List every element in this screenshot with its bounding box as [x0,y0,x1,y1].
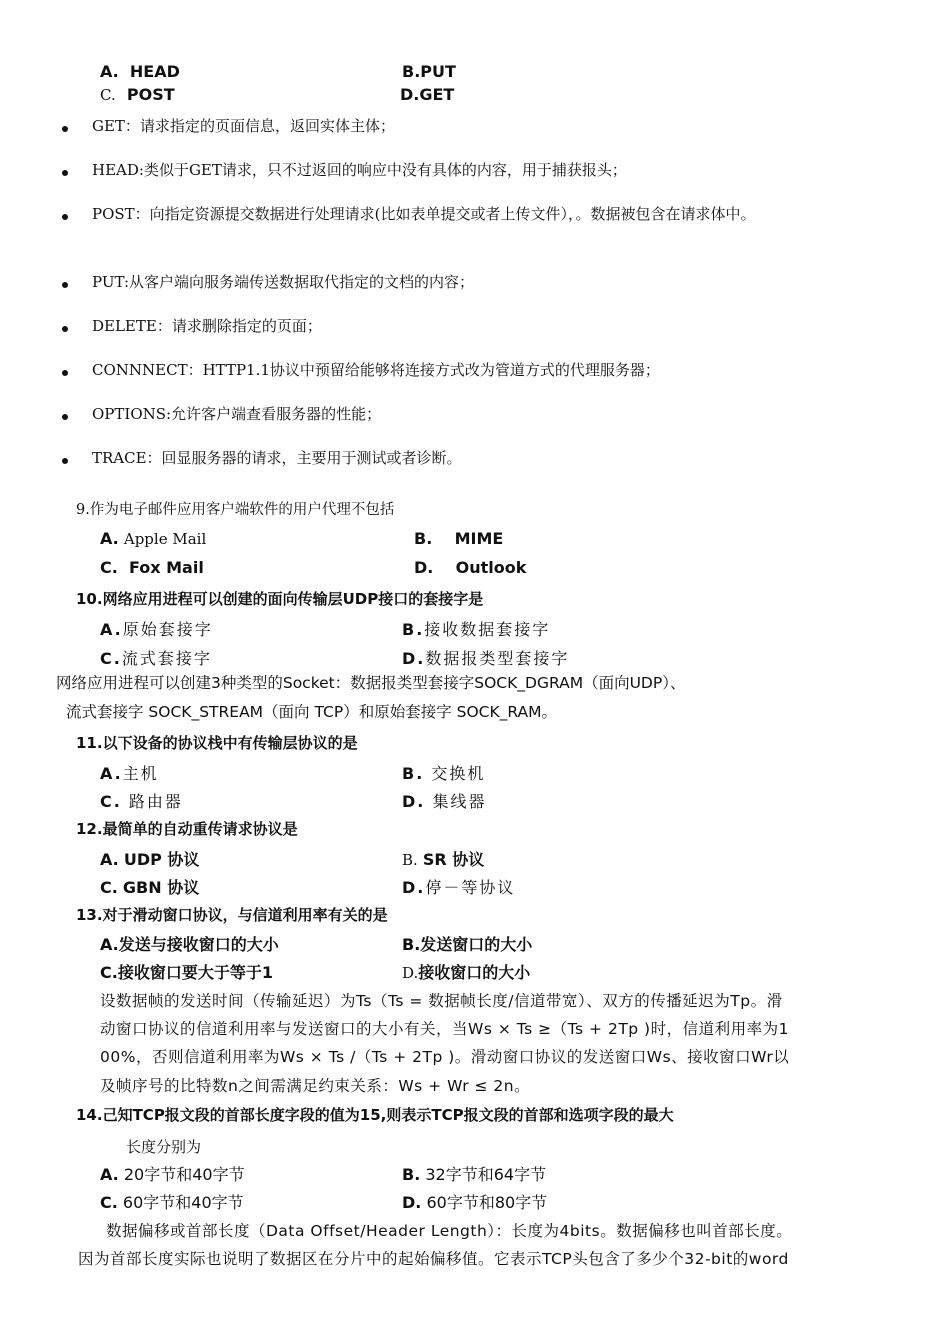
list-item: TRACE：回显服务器的请求，主要用于测试或者诊断。 [92,449,462,467]
q9-option-d: D. Outlook [414,558,527,577]
q8-option-d: D.GET [400,85,455,104]
q10-question: 10.网络应用进程可以创建的面向传输层UDP接口的套接字是 [76,590,484,608]
q13-option-a: A.发送与接收窗口的大小 [100,935,279,954]
q13-explanation-line-4: 及帧序号的比特数n之间需满足约束关系：Ws + Wr ≤ 2n。 [100,1077,531,1095]
q14-option-c: C. 60字节和40字节 [100,1193,244,1212]
list-item: HEAD:类似于GET请求，只不过返回的响应中没有具体的内容，用于捕获报头； [92,161,627,179]
q13-explanation-line-2: 动窗口协议的信道利用率与发送窗口的大小有关，当Ws × Ts ≥（Ts + 2Tp )时，信道利用率为1 [100,1020,789,1038]
bullet-icon [62,126,68,132]
q11-option-b: B. 交换机 [402,764,486,783]
q14-explanation-line-2: 因为首部长度实际也说明了数据区在分片中的起始偏移值。它表示TCP头包含了多少个32-bit的word [78,1250,789,1268]
bullet-icon [62,370,68,376]
q13-option-b: B.发送窗口的大小 [402,935,533,954]
q13-option-d: D.接收窗口的大小 [402,963,531,982]
q10-explanation-line-2: 流式套接字 SOCK_STREAM（面向 TCP）和原始套接字 SOCK_RAM。 [66,703,558,721]
bullet-icon [62,414,68,420]
q9-option-a: A. Apple Mail [100,529,207,548]
list-item: DELETE：请求删除指定的页面； [92,317,322,335]
list-item: OPTIONS:允许客户端查看服务器的性能； [92,405,382,423]
list-item: PUT:从客户端向服务端传送数据取代指定的文档的内容； [92,273,474,291]
q10-option-a: A.原始套接字 [100,620,213,639]
q14-option-a: A. 20字节和40字节 [100,1165,245,1184]
q13-option-c: C.接收窗口要大于等于1 [100,963,273,982]
q11-option-a: A.主机 [100,764,159,783]
q12-option-a: A. UDP 协议 [100,850,200,869]
q12-option-b: B. SR 协议 [402,850,485,869]
q14-question: 14.己知TCP报文段的首部长度字段的值为15,则表示TCP报文段的首部和选项字段的最大 [76,1106,674,1124]
q12-question: 12.最简单的自动重传请求协议是 [76,820,298,838]
q14-option-b: B. 32字节和64字节 [402,1165,547,1184]
q14-option-d: D. 60字节和80字节 [402,1193,548,1212]
q9-option-c: C. Fox Mail [100,558,204,577]
list-item: CONNNECT：HTTP1.1协议中预留给能够将连接方式改为管道方式的代理服务器； [92,361,660,379]
q8-option-b: B.PUT [402,62,456,81]
q8-option-a: A. HEAD [100,62,180,81]
q14-question-line-2: 长度分别为 [126,1138,202,1156]
q12-option-c: C. GBN 协议 [100,878,200,897]
q10-option-b: B.接收数据套接字 [402,620,551,639]
q11-question: 11.以下设备的协议栈中有传输层协议的是 [76,734,358,752]
q8-option-c: C. POST [100,85,175,104]
bullet-icon [62,326,68,332]
q10-explanation-line-1: 网络应用进程可以创建3种类型的Socket：数据报类型套接字SOCK_DGRAM（面向UDP）、 [56,674,686,692]
q14-explanation-line-1: 数据偏移或首部长度（Data Offset/Header Length）：长度为4bits。数据偏移也叫首部长度。 [106,1222,793,1240]
bullet-icon [62,458,68,464]
bullet-icon [62,214,68,220]
q9-question: 9.作为电子邮件应用客户端软件的用户代理不包括 [76,502,395,518]
list-item: POST：向指定资源提交数据进行处理请求(比如表单提交或者上传文件），。数据被包含在请求体中。 [92,205,756,223]
q11-option-d: D. 集线器 [402,792,487,811]
q9-option-b: B. MIME [414,529,504,548]
q10-option-d: D.数据报类型套接字 [402,649,570,668]
q11-option-c: C. 路由器 [100,792,183,811]
q13-explanation-line-3: 00%，否则信道利用率为Ws × Ts /（Ts + 2Tp )。滑动窗口协议的发送窗口Ws、接收窗口Wr以 [100,1048,790,1066]
q13-explanation-line-1: 设数据帧的发送时间（传输延迟）为Ts（Ts = 数据帧长度/信道带宽）、双方的传播延迟为Tp。滑 [100,992,783,1010]
list-item: GET：请求指定的页面信息，返回实体主体； [92,117,395,135]
q12-option-d: D.停－等协议 [402,878,516,897]
bullet-icon [62,282,68,288]
bullet-icon [62,170,68,176]
q13-question: 13.对于滑动窗口协议，与信道利用率有关的是 [76,906,388,924]
q10-option-c: C.流式套接字 [100,649,212,668]
